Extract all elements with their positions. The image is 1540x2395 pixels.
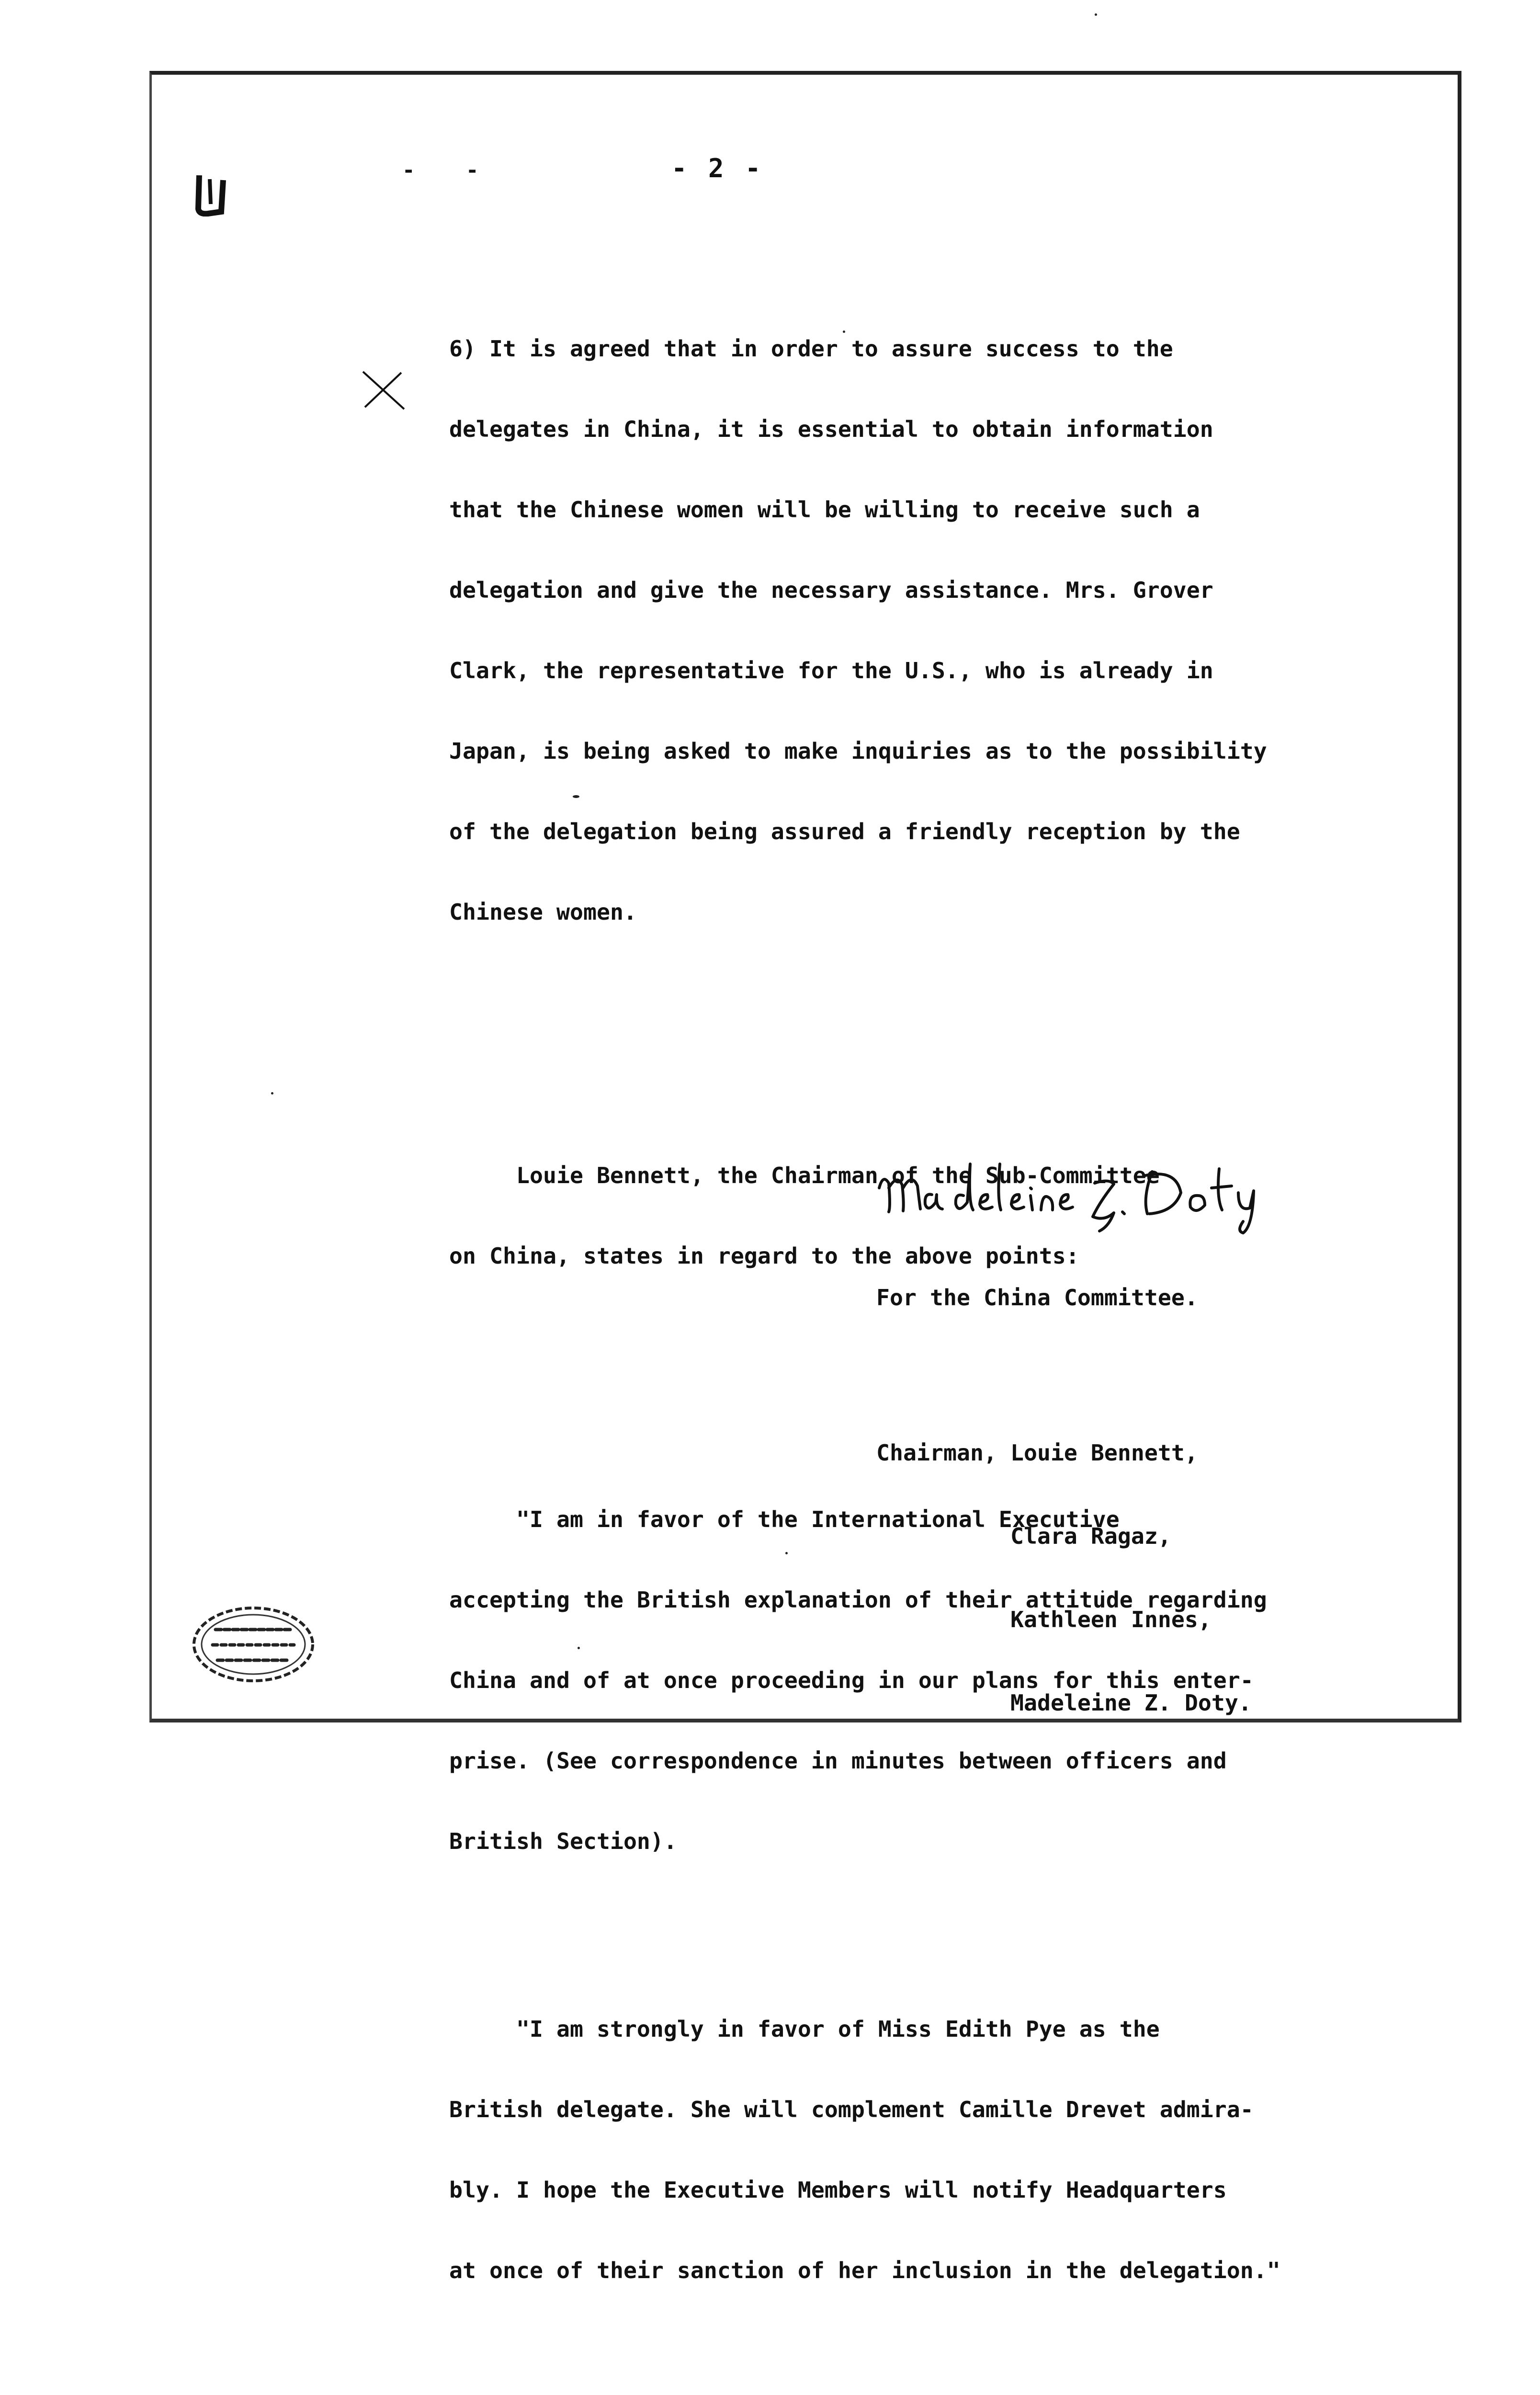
text-line: "I am in favor of the International Executive [449, 1506, 1120, 1532]
closing-block [876, 1228, 1252, 1745]
corner-mark-icon [193, 171, 227, 217]
paragraph-point-6 [449, 282, 1412, 979]
text-line: at once of their sanction of her inclusion in the delegation." [449, 2258, 1280, 2283]
text-line: that the Chinese women will be willing to receive such a [449, 497, 1200, 523]
text-line: delegation and give the necessary assistance. Mrs. Grover [449, 577, 1213, 603]
margin-dashes: - - [402, 158, 498, 182]
scan-speck [271, 1092, 273, 1095]
text-line: Chinese women. [449, 899, 637, 925]
text-line: on China, states in regard to the above points: [449, 1243, 1079, 1269]
signatory-line: Clara Ragaz, [876, 1523, 1171, 1549]
text-line: "I am strongly in favor of Miss Edith Pye as the [449, 2016, 1160, 2042]
text-line: accepting the British explanation of their attitude regarding [449, 1587, 1267, 1613]
scan-speck [1095, 13, 1097, 16]
text-line: bly. I hope the Executive Members will notify Headquarters [449, 2177, 1227, 2203]
for-committee-text: For the China Committee. [876, 1285, 1198, 1311]
text-line: Louie Bennett, the Chairman of the Sub-Committee [449, 1163, 1160, 1188]
text-line: British delegate. She will complement Camille Drevet admira- [449, 2097, 1254, 2122]
signatory-line: Kathleen Innes, [876, 1607, 1212, 1632]
paragraph-quote-2 [449, 1962, 1412, 2338]
text-line: delegates in China, it is essential to obtain information [449, 416, 1213, 442]
signatory-line: Madeleine Z. Doty. [876, 1690, 1252, 1716]
page-number: - 2 - [671, 153, 764, 183]
text-line: Japan, is being asked to make inquiries as to the possibility [449, 738, 1267, 764]
signatory-line: Chairman, Louie Bennett, [876, 1440, 1198, 1466]
handwritten-signature [874, 1154, 1267, 1236]
text-line: Clark, the representative for the U.S., who is already in [449, 658, 1213, 684]
text-line: prise. (See correspondence in minutes between officers and [449, 1748, 1227, 1774]
handwritten-x-mark-icon [360, 369, 408, 412]
text-line: 6) It is agreed that in order to assure success to the [449, 336, 1173, 362]
text-line: British Section). [449, 1828, 677, 1854]
text-line: China and of at once proceeding in our plans for this enter- [449, 1667, 1254, 1693]
text-line: of the delegation being assured a friendly reception by the [449, 819, 1240, 844]
archive-stamp-icon [191, 1605, 316, 1684]
